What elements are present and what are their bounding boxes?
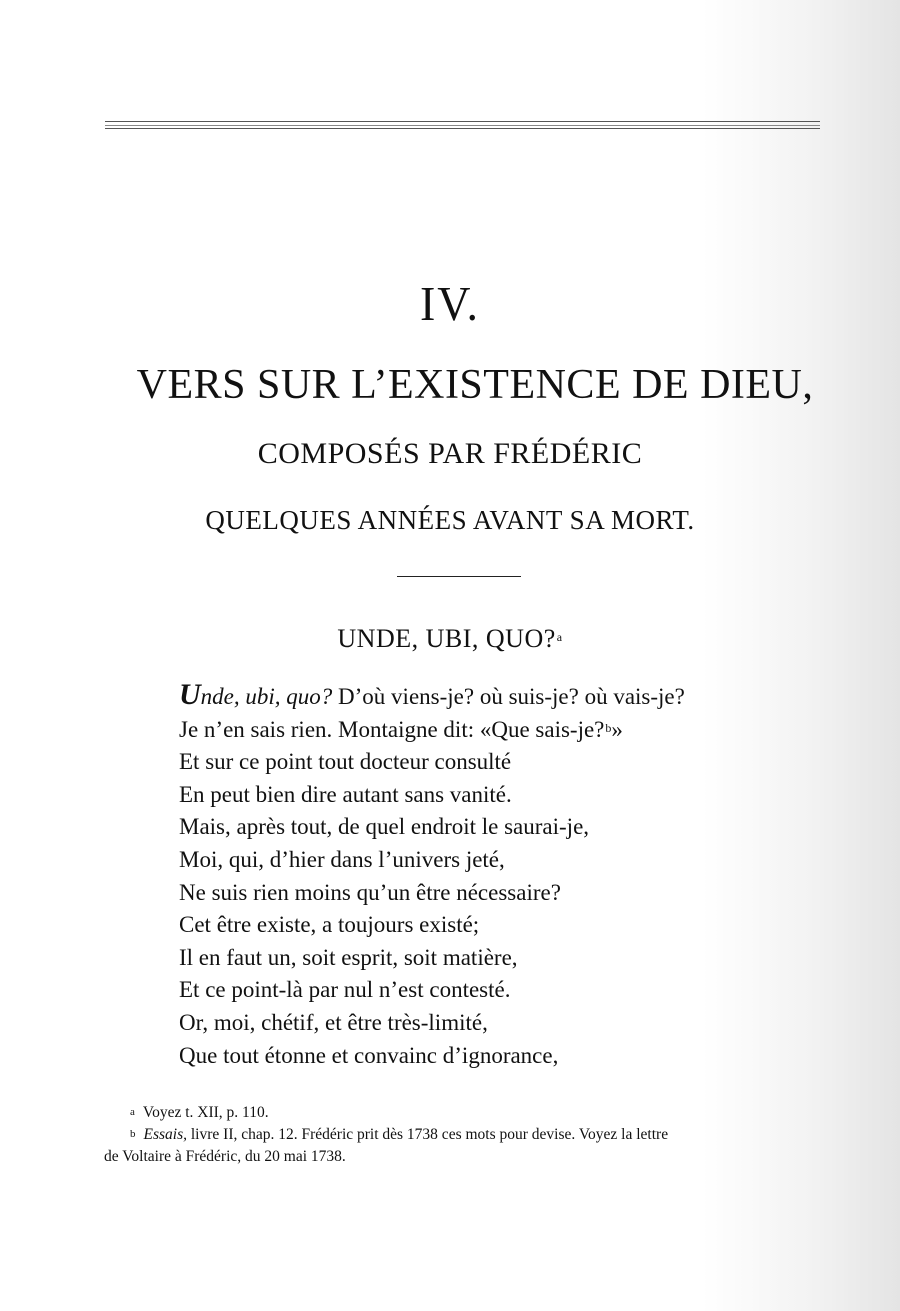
verse-line: Ne suis rien moins qu’un être nécessaire? [179, 879, 561, 905]
footnote-text: Voyez t. XII, p. 110. [142, 1104, 269, 1121]
verse-line: Et sur ce point tout docteur consulté [179, 749, 512, 775]
verse-italic-opening: nde, ubi, quo? [200, 684, 333, 709]
poem-title [0, 619, 900, 659]
footnotes [104, 1102, 822, 1168]
subtitle-line-2: QUELQUES ANNÉES AVANT SA MORT. [205, 505, 695, 535]
footnote-b-continuation: de Voltaire à Frédéric, du 20 mai 1738. [104, 1148, 346, 1165]
footnote-italic-title: Essais, [143, 1126, 187, 1143]
divider-rule [397, 576, 521, 577]
footnote-mark-a: a [130, 1106, 135, 1118]
top-rule [105, 121, 820, 122]
verse-text-close: » [611, 716, 623, 742]
verse-line: Moi, qui, d’hier dans l’univers jeté, [179, 846, 505, 872]
poem-body [179, 678, 819, 1072]
footnote-text: livre II, chap. 12. Frédéric prit dès 1738 ces mots pour devise. Voyez la lettre [187, 1126, 669, 1143]
subtitle-line-1: COMPOSÉS PAR FRÉDÉRIC [257, 437, 643, 470]
verse-text: D’où viens-je? où suis-je? où vais-je? [332, 684, 685, 709]
verse-text: Je n’en sais rien. Montaigne dit: «Que sais-je? [179, 716, 605, 742]
footnote-ref-a: a [556, 630, 563, 644]
verse-line: Or, moi, chétif, et être très-limité, [179, 1009, 488, 1035]
verse-line: Cet être existe, a toujours existé; [179, 912, 480, 938]
footnote-a [104, 1102, 822, 1124]
verse-line-2 [179, 714, 819, 747]
top-rule [105, 128, 820, 129]
top-rule [105, 125, 820, 126]
page-title: VERS SUR L’EXISTENCE DE DIEU, [136, 362, 814, 408]
footnote-ref-b: b [605, 720, 612, 735]
footnote-b [104, 1124, 822, 1146]
poem-title-text: UNDE, UBI, QUO? [337, 624, 556, 653]
verse-line: Il en faut un, soit esprit, soit matière, [179, 944, 518, 970]
verse-line: En peut bien dire autant sans vanité. [179, 781, 512, 807]
verse-line-1 [179, 678, 819, 714]
verse-line: Que tout étonne et convainc d’ignorance, [179, 1042, 559, 1068]
verse-line: Et ce point-là par nul n’est contesté. [179, 977, 511, 1003]
footnote-mark-b: b [130, 1128, 136, 1140]
drop-initial: U [179, 678, 201, 711]
verse-line: Mais, après tout, de quel endroit le saurai-je, [179, 814, 590, 840]
section-numeral: IV. [419, 276, 481, 331]
